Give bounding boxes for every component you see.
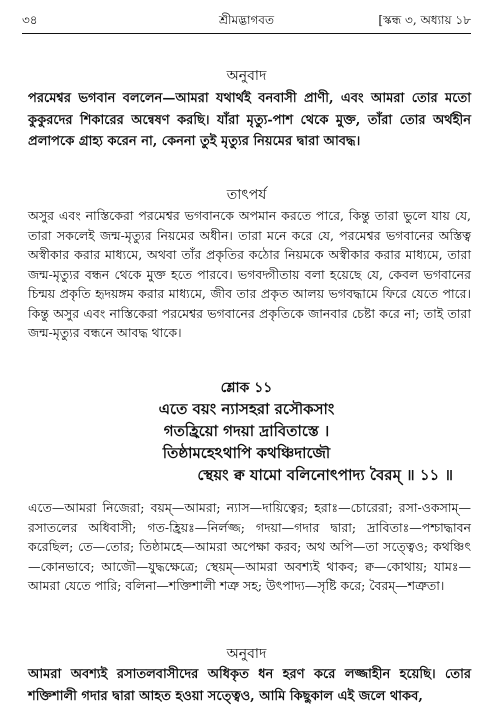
header-rule [22, 33, 471, 34]
chapter-reference: [স্কন্ধ ৩, অধ্যায় ১৮ [378, 13, 471, 27]
verse-line-3: তিষ্ঠামহেঽথাপি কথঞ্চিদাজৌ [162, 444, 331, 462]
verse-line-4: স্থেয়ং ক্ব যামো বলিনোৎপাদ্য বৈরম্ ॥ ১১ ॥ [197, 466, 453, 484]
translation-2-heading: অনুবাদ [226, 646, 267, 662]
book-title: শ্রীমদ্ভাগবত [218, 13, 274, 27]
page-header [22, 12, 471, 32]
verse-text [40, 398, 453, 486]
synonyms-text: এতে—আমরা নিজেরা; বয়ম্—আমরা; ন্যাস—দায়িত্বের; হরাঃ—চোরেরা; রসা-ওকসাম্—রসাতলের অধিবাসী; গত-হ্রিয়ঃ—নির্লজ্জ; গদয়া—গদার দ্বারা; দ্রাবিতাঃ—পশ্চাদ্ধাবন করেছিল; তে—তোর; তিষ্ঠামহে—আমরা অপেক্ষা করব; অথ অপি—তা সত্ত্বেও; কথঞ্চিৎ—কোনভাবে; আজৌ—যুদ্ধক্ষেত্রে; স্থেয়ম্—আমরা অবশ্যই থাকব; ক্ব—কোথায়; যামঃ—আমরা যেতে পারি; বলিনা—শক্তিশালী শত্রু সহ; উৎপাদ্য—সৃষ্টি করে; বৈরম্—শত্রুতা। [28, 500, 471, 593]
translation-2-text: আমরা অবশ্যই রসাতলবাসীদের অধিকৃত ধন হরণ করে লজ্জাহীন হয়েছি। তোর শক্তিশালী গদার দ্বারা আহত হওয়া সত্ত্বেও, আমি কিছুকাল এই জলে থাকব, [28, 667, 471, 704]
verse-line-1: এতে বয়ং ন্যাসহরা রসৌকসাং [158, 400, 335, 418]
translation-heading: অনুবাদ [226, 68, 267, 84]
verse-line-2: গতহ্রিয়ো গদয়া দ্রাবিতাস্তে । [163, 422, 330, 440]
translation-text: পরমেশ্বর ভগবান বললেন—আমরা যথার্থই বনবাসী প্রাণী, এবং আমরা তোর মতো কুকুরদের শিকারের অন্বেষণ করছি। যাঁরা মৃত্যু-পাশ থেকে মুক্ত, তাঁরা তোর অর্থহীন প্রলাপকে গ্রাহ্য করেন না, কেননা তুই মৃত্যুর নিয়মের দ্বারা আবদ্ধ। [28, 91, 471, 149]
purport-text: অসুর এবং নাস্তিকেরা পরমেশ্বর ভগবানকে অপমান করতে পারে, কিন্তু তারা ভুলে যায় যে, তারা সকলেই জন্ম-মৃত্যুর নিয়মের অধীন। তারা মনে করে যে, পরমেশ্বর ভগবানের অস্তিত্ব অস্বীকার করার মাধ্যমে, অথবা তাঁর প্রকৃতির কঠোর নিয়মকে অস্বীকার করার মাধ্যমে, তারা জন্ম-মৃত্যুর বন্ধন থেকে মুক্ত হতে পারবে। ভগবদ্গীতায় বলা হয়েছে যে, কেবল ভগবানের চিন্ময় প্রকৃতি হৃদয়ঙ্গম করার মাধ্যমে, জীব তার প্রকৃত আলয় ভগবদ্ধামে ফিরে যেতে পারে। কিন্তু অসুর এবং নাস্তিকেরা পরমেশ্বর ভগবানের প্রকৃতিকে জানবার চেষ্টা করে না; তাই তারা জন্ম-মৃত্যুর বন্ধনে আবদ্ধ থাকে। [28, 208, 471, 340]
page-number: ৩৪ [22, 13, 38, 27]
purport-heading: তাৎপর্য [226, 187, 267, 203]
verse-heading: শ্লোক ১১ [220, 380, 273, 396]
